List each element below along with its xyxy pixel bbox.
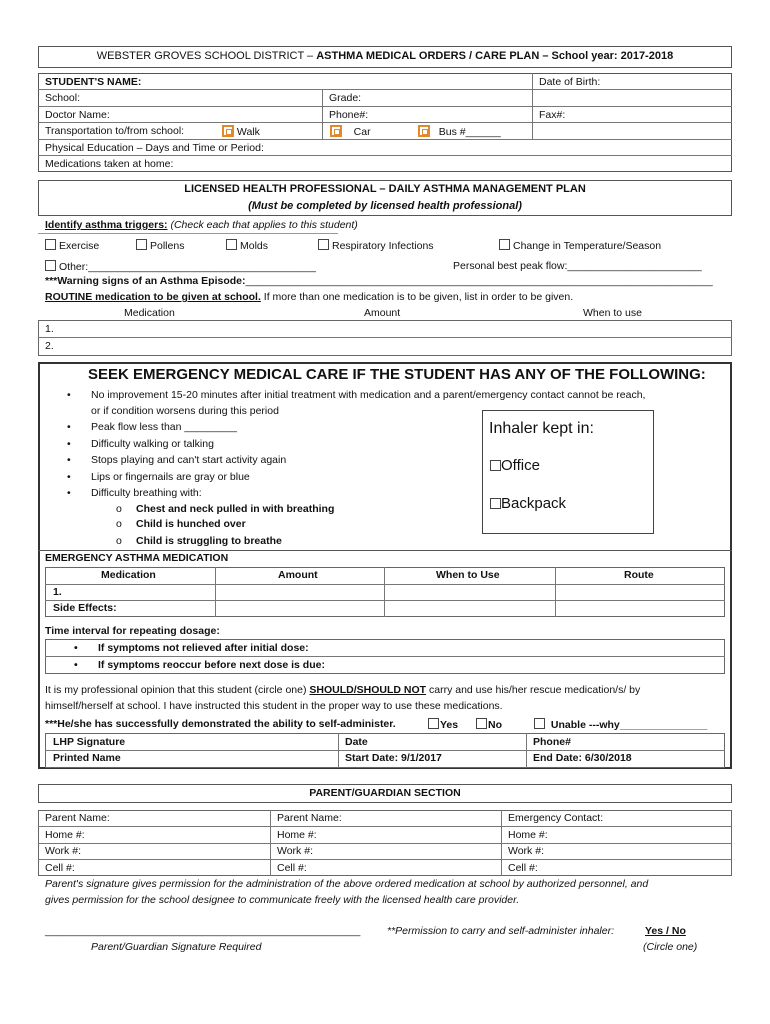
parent1-home[interactable]: Home #:	[45, 829, 85, 841]
signature-caption: Parent/Guardian Signature Required	[91, 941, 262, 953]
lhp-date-field[interactable]: Date	[345, 736, 368, 748]
district-name: WEBSTER GROVES SCHOOL DISTRICT –	[96, 50, 317, 62]
emergency-bullet: • Stops playing and can't start activity again	[91, 454, 286, 467]
walk-option[interactable]: Walk	[222, 125, 260, 139]
trigger-temperature[interactable]: Change in Temperature/Season	[499, 239, 661, 253]
student-name-label[interactable]: STUDENT'S NAME:	[45, 76, 142, 88]
em-col-amount: Amount	[278, 569, 318, 581]
routine-medication-heading: ROUTINE medication to be given at school. If more than one medication is to be given, list in order to be given.	[45, 291, 574, 303]
trigger-molds[interactable]: Molds	[226, 239, 268, 253]
pe-label[interactable]: Physical Education – Days and Time or Period:	[45, 142, 264, 154]
parent2-cell[interactable]: Cell #:	[277, 862, 307, 874]
repeat-interval-label: Time interval for repeating dosage:	[45, 625, 220, 637]
office-checkbox[interactable]	[490, 460, 501, 471]
exercise-checkbox[interactable]	[45, 239, 56, 250]
side-effects-label[interactable]: Side Effects:	[53, 602, 117, 614]
permission-statement-2: gives permission for the school designee to communicate freely with the licensed health care provider.	[45, 894, 520, 906]
em-row-1[interactable]: 1.	[53, 586, 62, 598]
self-administer-statement: ***He/she has successfully demonstrated the ability to self-administer.	[45, 718, 396, 730]
inhaler-backpack-option[interactable]: Backpack	[490, 495, 566, 514]
car-option[interactable]: Car	[330, 125, 371, 139]
parent1-cell[interactable]: Cell #:	[45, 862, 75, 874]
parent2-name[interactable]: Parent Name:	[277, 812, 342, 824]
routine-row-1[interactable]: 1.	[45, 323, 54, 335]
emergency-contact-cell[interactable]: Cell #:	[508, 862, 538, 874]
emergency-medication-label: EMERGENCY ASTHMA MEDICATION	[45, 552, 229, 564]
routine-col-medication: Medication	[124, 307, 175, 319]
phone-label[interactable]: Phone#:	[329, 109, 369, 121]
lhp-phone-field[interactable]: Phone#	[533, 736, 571, 748]
routine-row-2[interactable]: 2.	[45, 340, 54, 352]
emergency-bullet-continuation: or if condition worsens during this period	[91, 405, 279, 417]
doctor-name-label[interactable]: Doctor Name:	[45, 109, 110, 121]
trigger-other[interactable]: Other:_______________________________________	[45, 260, 316, 274]
permission-statement: Parent's signature gives permission for the administration of the above ordered medication at school by authorized personnel, and	[45, 878, 649, 890]
peak-flow-field[interactable]: Personal best peak flow:_______________________	[453, 260, 702, 272]
emergency-sub-bullet: o Chest and neck pulled in with breathing	[136, 503, 334, 516]
emergency-bullet: • Difficulty walking or talking	[91, 438, 214, 451]
pollens-checkbox[interactable]	[136, 239, 147, 250]
fax-label[interactable]: Fax#:	[539, 109, 566, 121]
inhaler-office-option[interactable]: Office	[490, 457, 540, 476]
warning-signs[interactable]: ***Warning signs of an Asthma Episode:________________________________________________________________________________	[45, 275, 713, 287]
backpack-checkbox[interactable]	[490, 498, 501, 509]
emergency-sub-bullet: o Child is hunched over	[136, 518, 246, 531]
emergency-bullet: • Peak flow less than _________	[91, 421, 237, 434]
professional-opinion: It is my professional opinion that this student (circle one) SHOULD/SHOULD NOT carry and use his/her rescue medication/s/ by	[45, 684, 641, 696]
bus-option[interactable]: Bus #______	[418, 125, 501, 139]
em-col-route: Route	[624, 569, 654, 581]
parent1-work[interactable]: Work #:	[45, 845, 81, 857]
lhp-subtitle: (Must be completed by licensed health professional)	[248, 200, 522, 212]
yes-checkbox[interactable]	[428, 718, 439, 729]
end-date: End Date: 6/30/2018	[533, 752, 632, 764]
lhp-title: LICENSED HEALTH PROFESSIONAL – DAILY ASTHMA MANAGEMENT PLAN	[184, 183, 586, 195]
trigger-exercise[interactable]: Exercise	[45, 239, 99, 253]
form-title: ASTHMA MEDICAL ORDERS / CARE PLAN – School year: 2017-2018	[316, 50, 674, 62]
emergency-bullet: • Difficulty breathing with:	[91, 487, 202, 500]
emergency-bullet: • Lips or fingernails are gray or blue	[91, 471, 250, 484]
parent2-home[interactable]: Home #:	[277, 829, 317, 841]
emergency-heading: SEEK EMERGENCY MEDICAL CARE IF THE STUDENT HAS ANY OF THE FOLLOWING:	[88, 366, 706, 383]
parent2-work[interactable]: Work #:	[277, 845, 313, 857]
no-checkbox[interactable]	[476, 718, 487, 729]
circle-one-caption: (Circle one)	[643, 941, 698, 953]
molds-checkbox[interactable]	[226, 239, 237, 250]
school-label[interactable]: School:	[45, 92, 81, 104]
self-admin-no[interactable]: No	[476, 718, 502, 732]
professional-opinion-line2: himself/herself at school. I have instructed this student in the proper way to use these medications.	[45, 700, 503, 712]
dob-label[interactable]: Date of Birth:	[539, 76, 601, 88]
routine-medication-table	[38, 320, 732, 356]
trigger-respiratory[interactable]: Respiratory Infections	[318, 239, 434, 253]
self-admin-unable[interactable]: Unable ---why_______________	[534, 718, 707, 732]
emergency-sub-bullet: o Child is struggling to breathe	[136, 535, 282, 548]
temperature-checkbox[interactable]	[499, 239, 510, 250]
trigger-pollens[interactable]: Pollens	[136, 239, 184, 253]
inhaler-title: Inhaler kept in:	[489, 420, 594, 437]
start-date: Start Date: 9/1/2017	[345, 752, 442, 764]
parent1-name[interactable]: Parent Name:	[45, 812, 110, 824]
self-admin-yes[interactable]: Yes	[428, 718, 458, 732]
unable-checkbox[interactable]	[534, 718, 545, 729]
carry-permission-yes-no[interactable]: Yes / No	[645, 925, 686, 937]
lhp-signature-field[interactable]: LHP Signature	[53, 736, 126, 748]
meds-home-label[interactable]: Medications taken at home:	[45, 158, 174, 170]
car-checkbox[interactable]	[330, 125, 342, 137]
emergency-contact-work[interactable]: Work #:	[508, 845, 544, 857]
em-col-when: When to Use	[436, 569, 500, 581]
emergency-contact-name[interactable]: Emergency Contact:	[508, 812, 604, 824]
page-title	[0, 50, 770, 64]
walk-checkbox[interactable]	[222, 125, 234, 137]
respiratory-checkbox[interactable]	[318, 239, 329, 250]
parent-section-title: PARENT/GUARDIAN SECTION	[309, 787, 461, 799]
routine-col-when: When to use	[583, 307, 642, 319]
emergency-contact-home[interactable]: Home #:	[508, 829, 548, 841]
bus-checkbox[interactable]	[418, 125, 430, 137]
carry-permission-label: **Permission to carry and self-administer inhaler:	[387, 925, 615, 937]
parent-signature-line[interactable]: ______________________________________________________	[45, 925, 361, 937]
printed-name-field[interactable]: Printed Name	[53, 752, 121, 764]
em-col-medication: Medication	[101, 569, 156, 581]
transportation-label: Transportation to/from school:	[45, 125, 185, 137]
interval-reoccur[interactable]: • If symptoms reoccur before next dose is due:	[98, 659, 325, 672]
triggers-heading: Identify asthma triggers: (Check each that applies to this student)	[45, 219, 358, 231]
grade-label[interactable]: Grade:	[329, 92, 362, 104]
routine-col-amount: Amount	[364, 307, 401, 319]
other-checkbox[interactable]	[45, 260, 56, 271]
should-should-not-choice[interactable]: SHOULD/SHOULD NOT	[309, 684, 427, 696]
emergency-bullet: • No improvement 15-20 minutes after initial treatment with medication and a parent/emergency contact cannot be reach,	[91, 389, 645, 402]
interval-not-relieved[interactable]: • If symptoms not relieved after initial dose:	[98, 642, 309, 655]
